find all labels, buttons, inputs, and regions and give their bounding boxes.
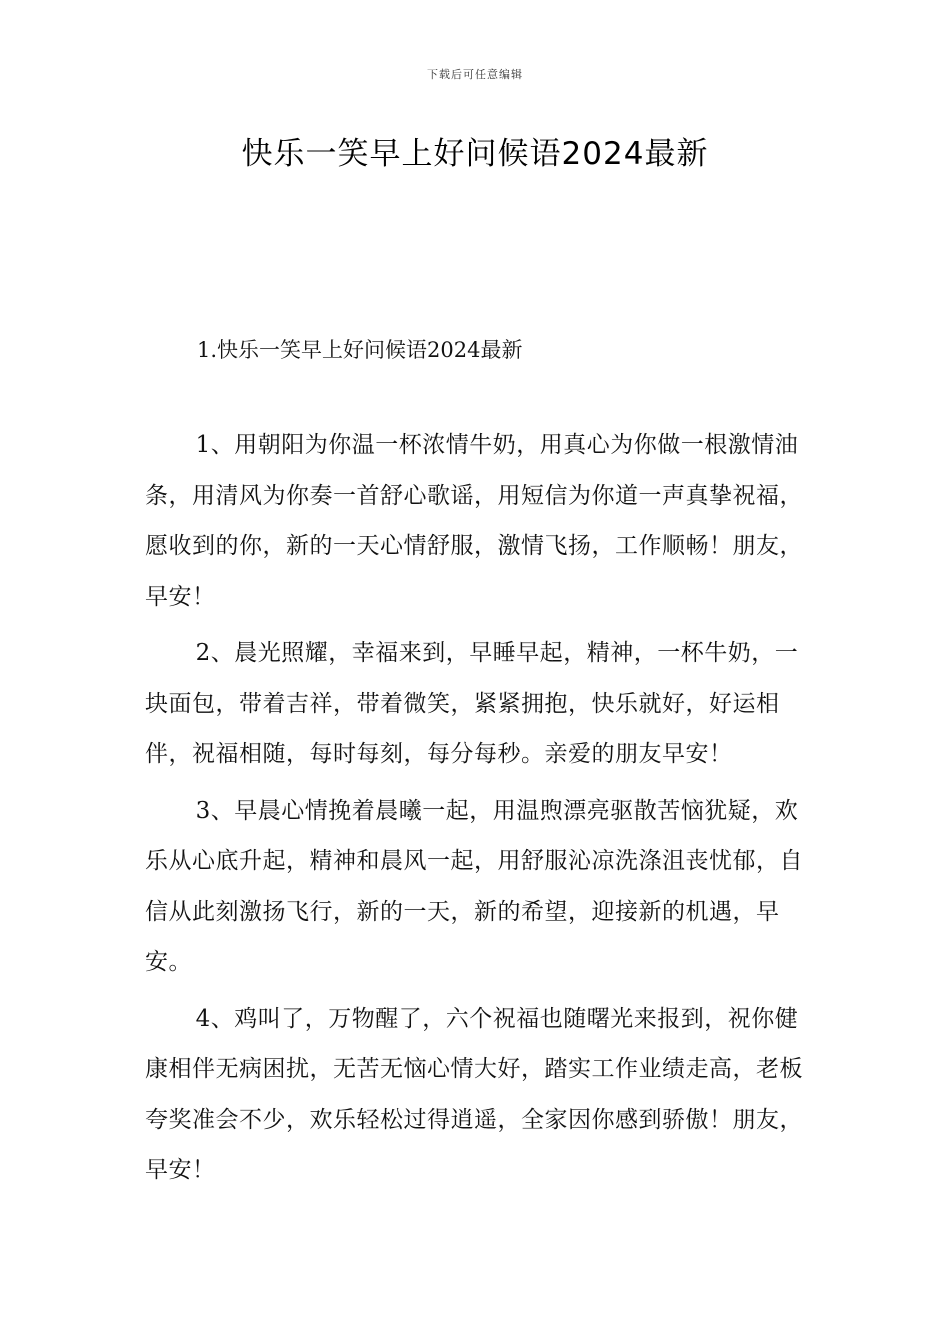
greeting-paragraph-1: 1、用朝阳为你温一杯浓情牛奶，用真心为你做一根激情油条，用清风为你奏一首舒心歌谣，用短信为你道一声真挚祝福，愿收到的你，新的一天心情舒服，激情飞扬，工作顺畅！朋友，早安！	[145, 432, 803, 610]
document-title: 快乐一笑早上好问候语2024最新	[241, 136, 709, 172]
greeting-paragraph-4: 4、鸡叫了，万物醒了，六个祝福也随曙光来报到，祝你健康相伴无病困扰，无苦无恼心情大好，踏实工作业绩走高，老板夸奖准会不少，欢乐轻松过得逍遥，全家因你感到骄傲！朋友，早安！	[145, 1005, 803, 1183]
section-heading: 1.快乐一笑早上好问候语2024最新	[197, 338, 523, 362]
greeting-paragraph-3: 3、早晨心情挽着晨曦一起，用温煦漂亮驱散苦恼犹疑，欢乐从心底升起，精神和晨风一起，用舒服沁凉洗涤沮丧忧郁，自信从此刻激扬飞行，新的一天，新的希望，迎接新的机遇，早安。	[145, 797, 803, 975]
header-note: 下载后可任意编辑	[427, 68, 523, 81]
body-text	[145, 420, 810, 1202]
greeting-paragraph-2: 2、晨光照耀，幸福来到，早睡早起，精神，一杯牛奶，一块面包，带着吉祥，带着微笑，紧紧拥抱，快乐就好，好运相伴，祝福相随，每时每刻，每分每秒。亲爱的朋友早安！	[145, 640, 799, 767]
